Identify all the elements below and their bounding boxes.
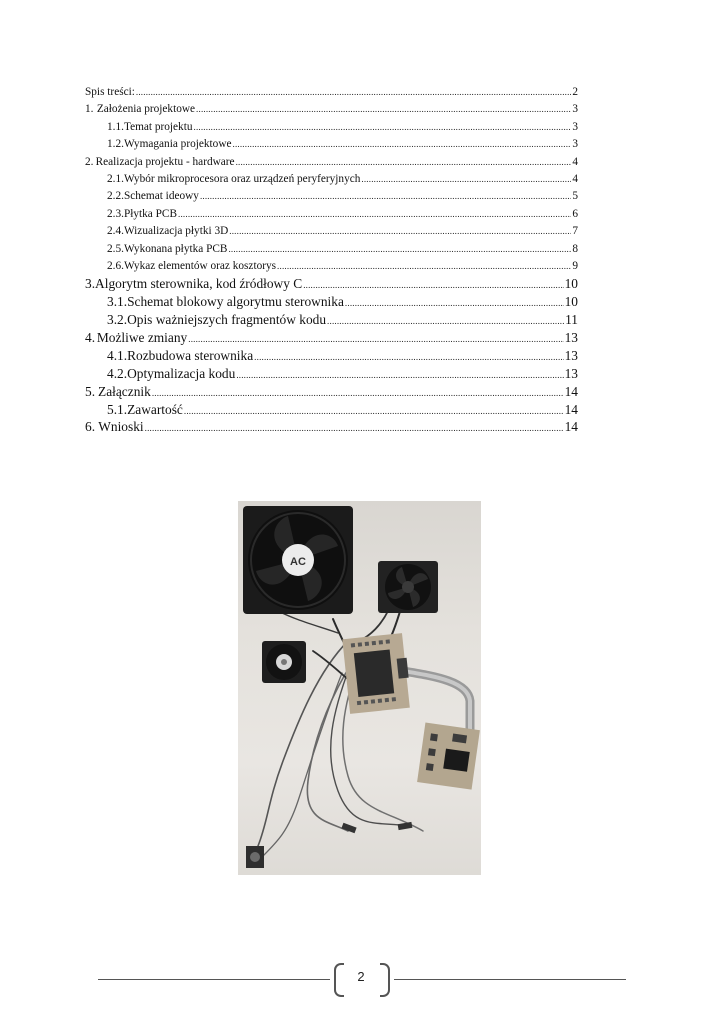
toc-entry[interactable] — [85, 154, 578, 171]
footer-rule-left — [98, 979, 330, 980]
toc-entry-title: Zawartość — [127, 401, 183, 417]
toc-entry[interactable] — [85, 188, 578, 205]
toc-entry-number: 2.4. — [107, 225, 124, 238]
toc-entry[interactable] — [85, 401, 578, 419]
toc-entry-title: Wymagania projektowe — [123, 138, 232, 151]
dot-leader — [303, 277, 563, 293]
toc-entry-number: 4.1. — [107, 347, 128, 363]
toc-entry-page: 2 — [572, 86, 578, 98]
toc-entry-title: Wykaz elementów oraz kosztorys — [123, 259, 277, 272]
dot-leader — [233, 136, 572, 153]
dot-leader — [345, 295, 564, 311]
dot-leader — [145, 420, 564, 436]
dot-leader — [188, 331, 563, 347]
toc-entry-number: 2.3. — [107, 207, 124, 220]
toc-entry-title: Wnioski — [98, 419, 144, 435]
toc-entry[interactable] — [85, 383, 578, 401]
toc-entry-number: 2.2. — [107, 190, 124, 203]
dot-leader — [136, 84, 571, 101]
display-pcb — [417, 723, 480, 790]
potentiometer — [246, 846, 264, 868]
toc-entry-page: 13 — [564, 347, 578, 363]
dot-leader — [327, 313, 564, 329]
toc-entry-page: 3 — [572, 120, 578, 133]
toc-entry[interactable] — [85, 418, 578, 436]
toc-entry-page: 14 — [564, 401, 578, 417]
toc-entry[interactable] — [85, 365, 578, 383]
toc-entry-number: 2.1. — [107, 172, 124, 185]
dot-leader — [200, 188, 571, 205]
toc-entry[interactable] — [85, 206, 578, 223]
toc-entry-title: Możliwe zmiany — [96, 329, 188, 345]
toc-entry-title: Rozbudowa sterownika — [127, 347, 254, 363]
toc-entry-page: 3 — [572, 138, 578, 151]
toc-entry-page: 8 — [572, 242, 578, 255]
toc-entry-title: Optymalizacja kodu — [127, 365, 236, 381]
toc-entry-number: 2.6. — [107, 259, 124, 272]
toc-entry-page: 6 — [572, 207, 578, 220]
footer-bracket-right — [380, 963, 390, 997]
toc-entry[interactable] — [85, 347, 578, 365]
toc-entry-number: 5. — [85, 383, 96, 399]
toc-entry[interactable] — [85, 223, 578, 240]
medium-fan — [378, 561, 438, 613]
dot-leader — [254, 349, 563, 365]
toc-entry-title: Temat projektu — [123, 120, 193, 133]
toc-entry-title: Opis ważniejszych fragmentów kodu — [127, 312, 327, 328]
toc-entry-title: Wizualizacja płytki 3D — [123, 225, 229, 238]
small-fan — [262, 641, 306, 683]
toc-entry-page: 3 — [572, 103, 578, 116]
toc-entry-number: 5.1. — [107, 401, 128, 417]
toc-entry[interactable] — [85, 84, 578, 101]
toc-entry-page: 9 — [572, 259, 578, 272]
toc-entry[interactable] — [85, 311, 578, 329]
dot-leader — [229, 223, 571, 240]
dot-leader — [277, 258, 571, 275]
toc-entry[interactable] — [85, 136, 578, 153]
main-pcb — [342, 633, 410, 714]
toc-entry[interactable] — [85, 119, 578, 136]
toc-entry[interactable] — [85, 171, 578, 188]
toc-entry-page: 4 — [572, 155, 578, 168]
dot-leader — [236, 367, 563, 383]
toc-entry-number: 6. — [85, 419, 96, 435]
toc-entry-page: 14 — [564, 419, 578, 435]
toc-entry-number: 3.1. — [107, 294, 128, 310]
toc-entry-title: Realizacja projektu - hardware — [95, 155, 235, 168]
toc-entry[interactable] — [85, 241, 578, 258]
toc-entry[interactable] — [85, 258, 578, 275]
toc-entry-title: Wybór mikroprocesora oraz urządzeń peryferyjnych — [123, 172, 361, 185]
toc-entry[interactable] — [85, 101, 578, 118]
toc-entry-page: 7 — [572, 225, 578, 238]
toc-entry-page: 13 — [564, 329, 578, 345]
toc-entry-number: 1. — [85, 103, 94, 116]
toc-entry-title: Płytka PCB — [123, 207, 178, 220]
toc-entry-page: 5 — [572, 190, 578, 203]
toc-entry-title: Założenia projektowe — [96, 103, 196, 116]
toc-entry-number: 3. — [85, 276, 96, 292]
toc-entry-page: 14 — [564, 383, 578, 399]
toc-entry-title: Wykonana płytka PCB — [123, 242, 228, 255]
toc-entry-number: 4.2. — [107, 365, 128, 381]
toc-entry-page: 10 — [564, 294, 578, 310]
page-number: 2 — [357, 969, 365, 984]
footer-rule-right — [394, 979, 626, 980]
toc-entry-page: 13 — [564, 365, 578, 381]
dot-leader — [228, 241, 571, 258]
dot-leader — [236, 154, 572, 171]
controller-hardware-photo — [238, 501, 481, 875]
toc-entry-number: 1.1. — [107, 120, 124, 133]
toc-entry-number: 4. — [85, 329, 96, 345]
large-fan — [243, 506, 353, 614]
toc-entry-page: 4 — [572, 172, 578, 185]
dot-leader — [361, 171, 571, 188]
toc-entry-title: Algorytm sterownika, kod źródłowy C — [95, 276, 303, 292]
toc-entry-number: 3.2. — [107, 312, 128, 328]
dot-leader — [184, 403, 564, 419]
toc-entry-title: Spis treści: — [85, 86, 135, 98]
dot-leader — [194, 119, 572, 136]
dot-leader — [196, 101, 571, 118]
toc-entry[interactable] — [85, 329, 578, 347]
toc-entry-title: Schemat blokowy algorytmu sterownika — [127, 294, 344, 310]
toc-entry-number: 1.2. — [107, 138, 124, 151]
toc-entry-page: 11 — [565, 312, 578, 328]
toc-entry-title: Schemat ideowy — [123, 190, 199, 203]
table-of-contents — [85, 84, 578, 436]
toc-entry-title: Załącznik — [98, 383, 151, 399]
fan-logo: AC — [290, 556, 306, 568]
toc-entry-number: 2. — [85, 155, 94, 168]
dot-leader — [178, 206, 571, 223]
toc-entry[interactable] — [85, 293, 578, 311]
toc-entry[interactable] — [85, 275, 578, 293]
toc-entry-page: 10 — [564, 276, 578, 292]
project-photo — [238, 501, 481, 875]
toc-entry-number: 2.5. — [107, 242, 124, 255]
dot-leader — [152, 385, 564, 401]
